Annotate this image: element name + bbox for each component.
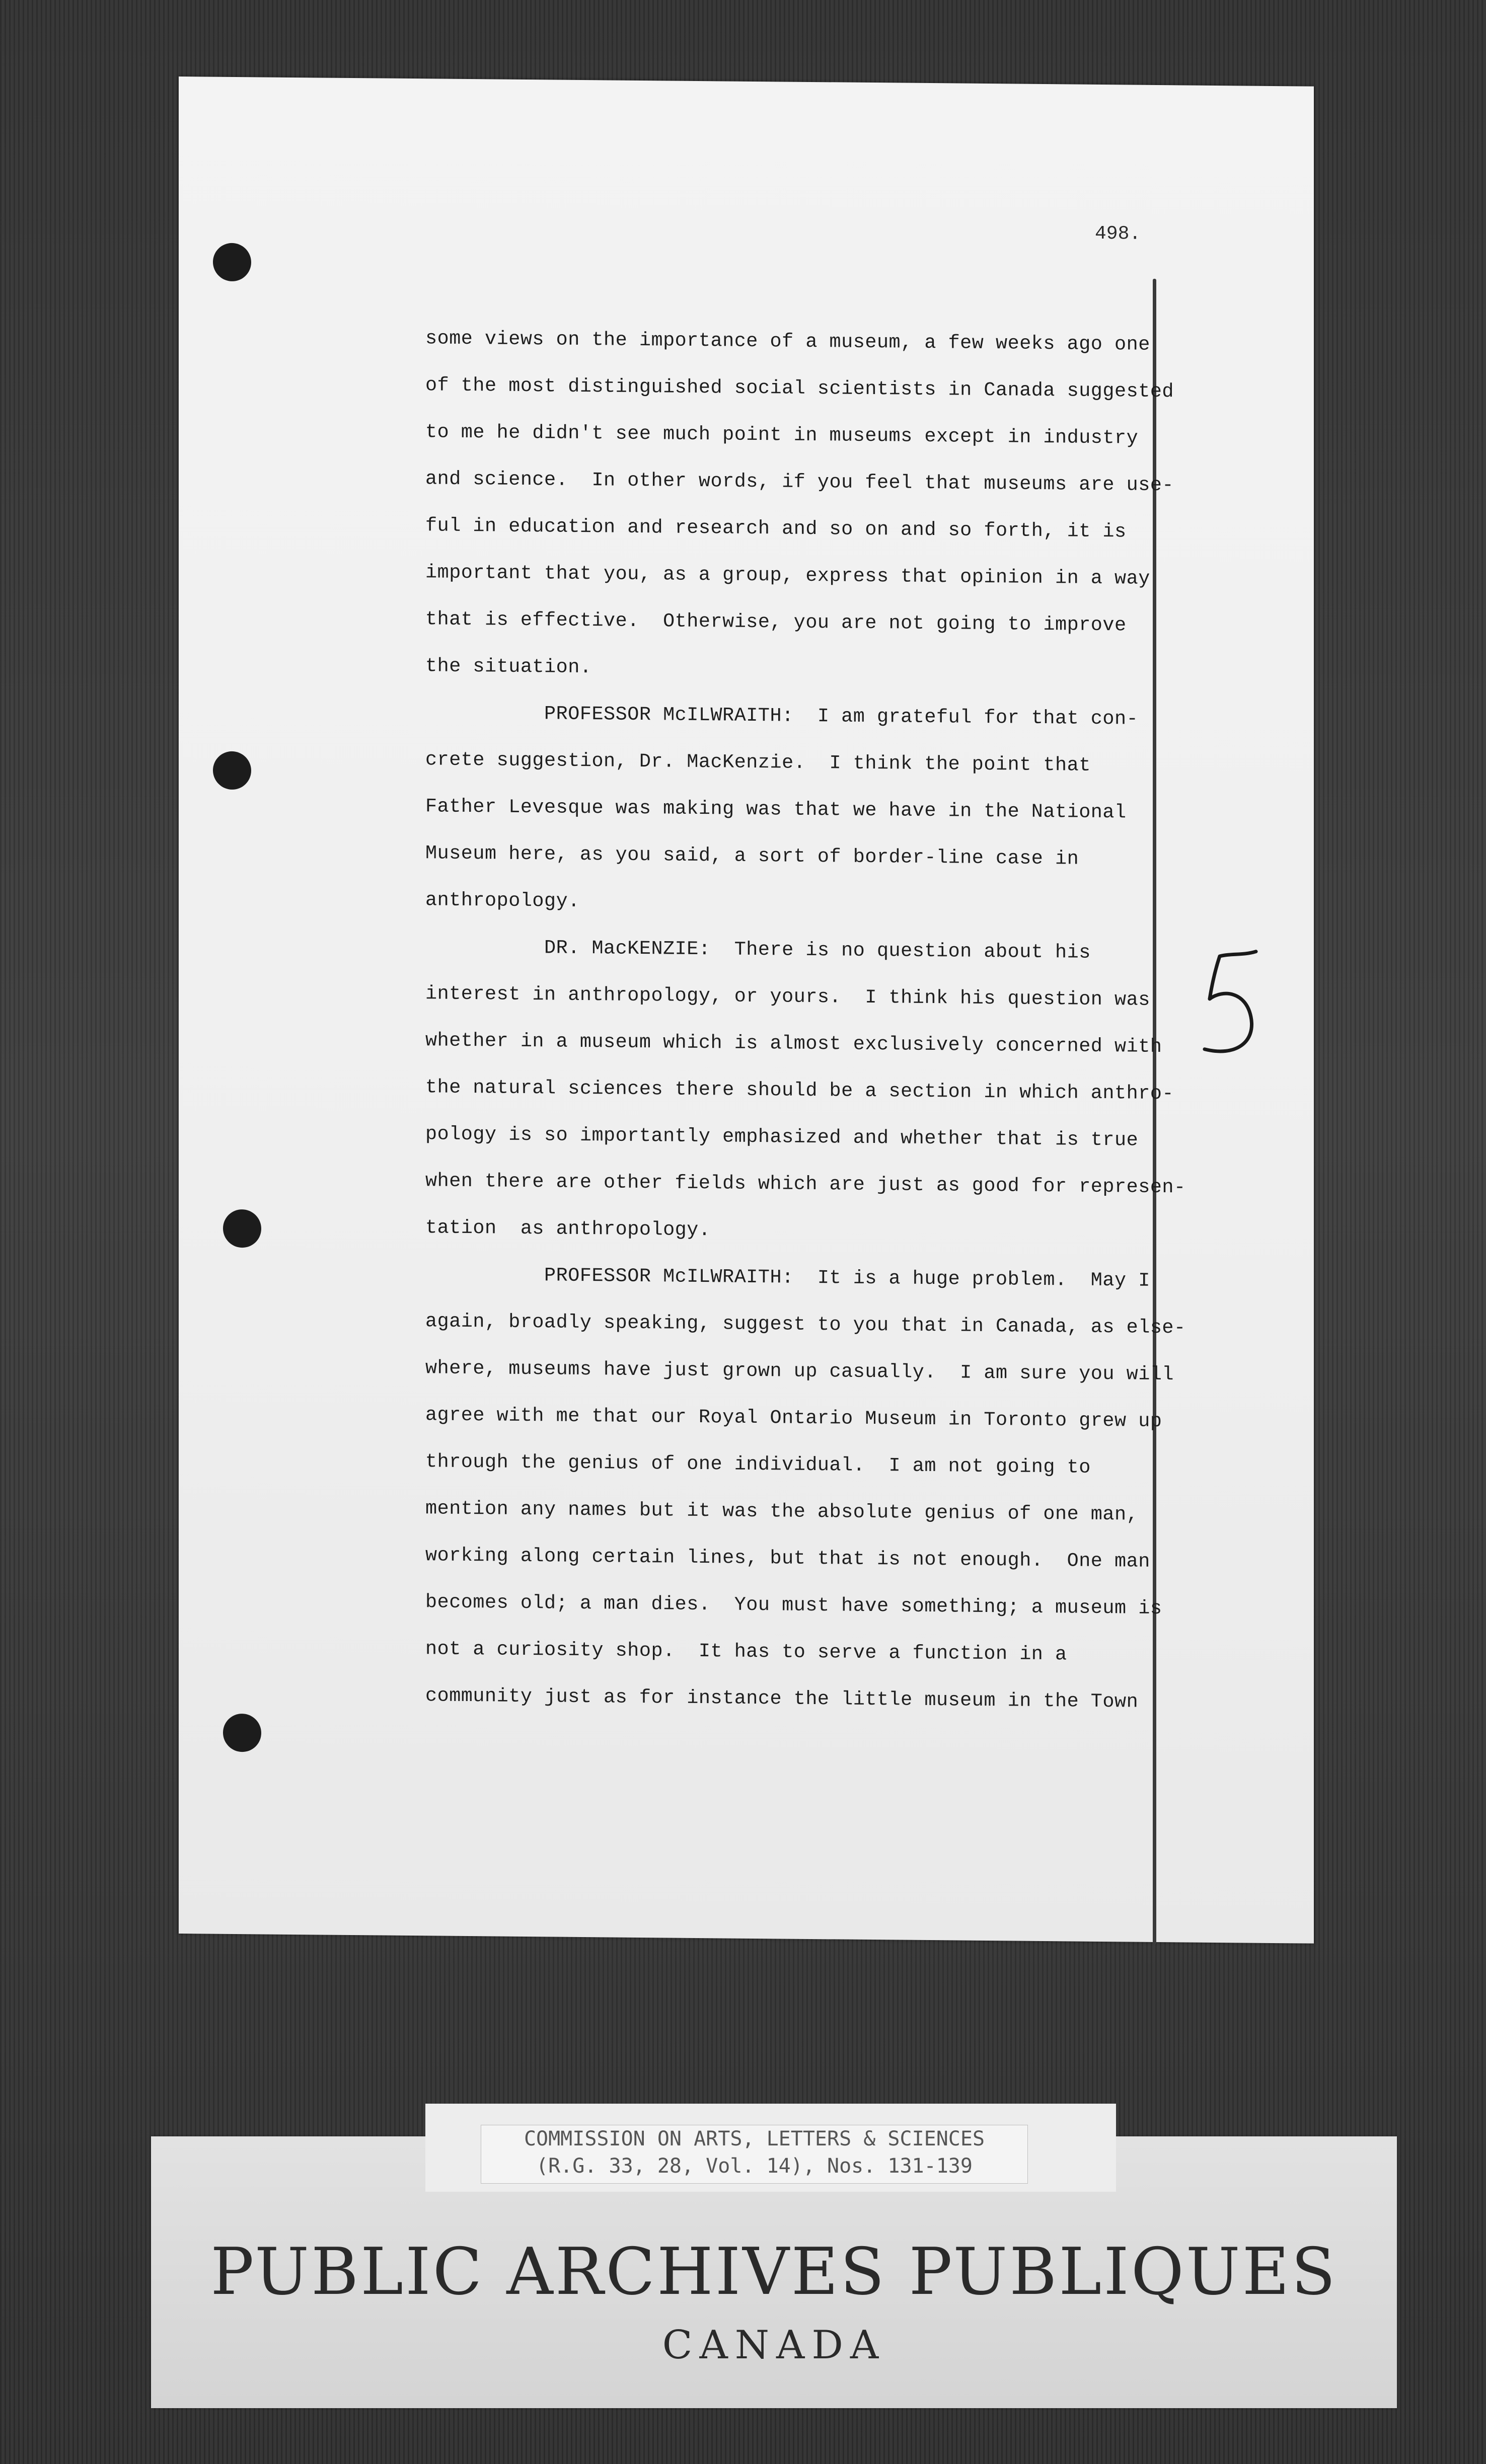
text-line: crete suggestion, Dr. MacKenzie. I think the point that: [425, 748, 1091, 777]
text-line: when there are other fields which are just as good for represen-: [425, 1170, 1186, 1199]
text-line: where, museums have just grown up casually. I am sure you will: [425, 1357, 1174, 1386]
text-line: mention any names but it was the absolute genius of one man,: [425, 1497, 1139, 1526]
text-line: anthropology.: [425, 889, 580, 912]
text-line: that is effective. Otherwise, you are not going to improve: [425, 608, 1127, 637]
text-line: important that you, as a group, express that opinion in a way: [425, 561, 1150, 590]
text-line: of the most distinguished social scientists in Canada suggested: [425, 374, 1174, 403]
reference-line: (R.G. 33, 28, Vol. 14), Nos. 131-139: [536, 2154, 973, 2178]
text-line: Father Levesque was making was that we have in the National: [425, 795, 1127, 824]
text-line: again, broadly speaking, suggest to you that in Canada, as else-: [425, 1310, 1186, 1339]
text-line: through the genius of one individual. I am not going to: [425, 1450, 1091, 1479]
transcript-body: [425, 315, 1226, 1726]
text-line: becomes old; a man dies. You must have something; a museum is: [425, 1591, 1162, 1620]
punch-hole: [223, 1714, 261, 1752]
text-line: agree with me that our Royal Ontario Museum in Toronto grew up: [425, 1404, 1162, 1433]
text-line: pology is so importantly emphasized and whether that is true: [425, 1123, 1139, 1151]
text-line: the situation.: [425, 655, 592, 679]
typewritten-page: [179, 76, 1314, 1944]
text-line: DR. MacKENZIE: There is no question about his: [425, 936, 1091, 964]
text-line: working along certain lines, but that is not enough. One man: [425, 1544, 1150, 1573]
text-line: Museum here, as you said, a sort of border-line case in: [425, 842, 1079, 870]
reference-strip: [481, 2125, 1028, 2184]
punch-hole: [213, 751, 251, 790]
punch-hole: [223, 1209, 261, 1248]
text-line: and science. In other words, if you feel that museums are use-: [425, 468, 1174, 497]
text-line: ful in education and research and so on and so forth, it is: [425, 514, 1127, 543]
punch-hole: [213, 243, 251, 282]
archives-title: PUBLIC ARCHIVES PUBLIQUES: [210, 2235, 1338, 2309]
text-line: some views on the importance of a museum, a few weeks ago one: [425, 327, 1150, 356]
text-line: whether in a museum which is almost exclusively concerned with: [425, 1029, 1162, 1058]
page-number: 498.: [1095, 222, 1141, 245]
text-line: not a curiosity shop. It has to serve a function in a: [425, 1638, 1067, 1666]
text-line: tation as anthropology.: [425, 1216, 711, 1242]
handwritten-annotation: [1196, 941, 1276, 1072]
text-line: community just as for instance the little museum in the Town: [425, 1684, 1139, 1713]
text-line: interest in anthropology, or yours. I think his question was: [425, 982, 1150, 1011]
archives-country: CANADA: [662, 2323, 886, 2368]
text-line: PROFESSOR McILWRAITH: It is a huge problem. May I: [425, 1263, 1150, 1292]
reference-line: COMMISSION ON ARTS, LETTERS & SCIENCES: [524, 2127, 985, 2150]
text-line: to me he didn't see much point in museums except in industry: [425, 421, 1139, 449]
text-line: the natural sciences there should be a section in which anthro-: [425, 1076, 1174, 1105]
text-line: PROFESSOR McILWRAITH: I am grateful for that con-: [425, 702, 1139, 730]
